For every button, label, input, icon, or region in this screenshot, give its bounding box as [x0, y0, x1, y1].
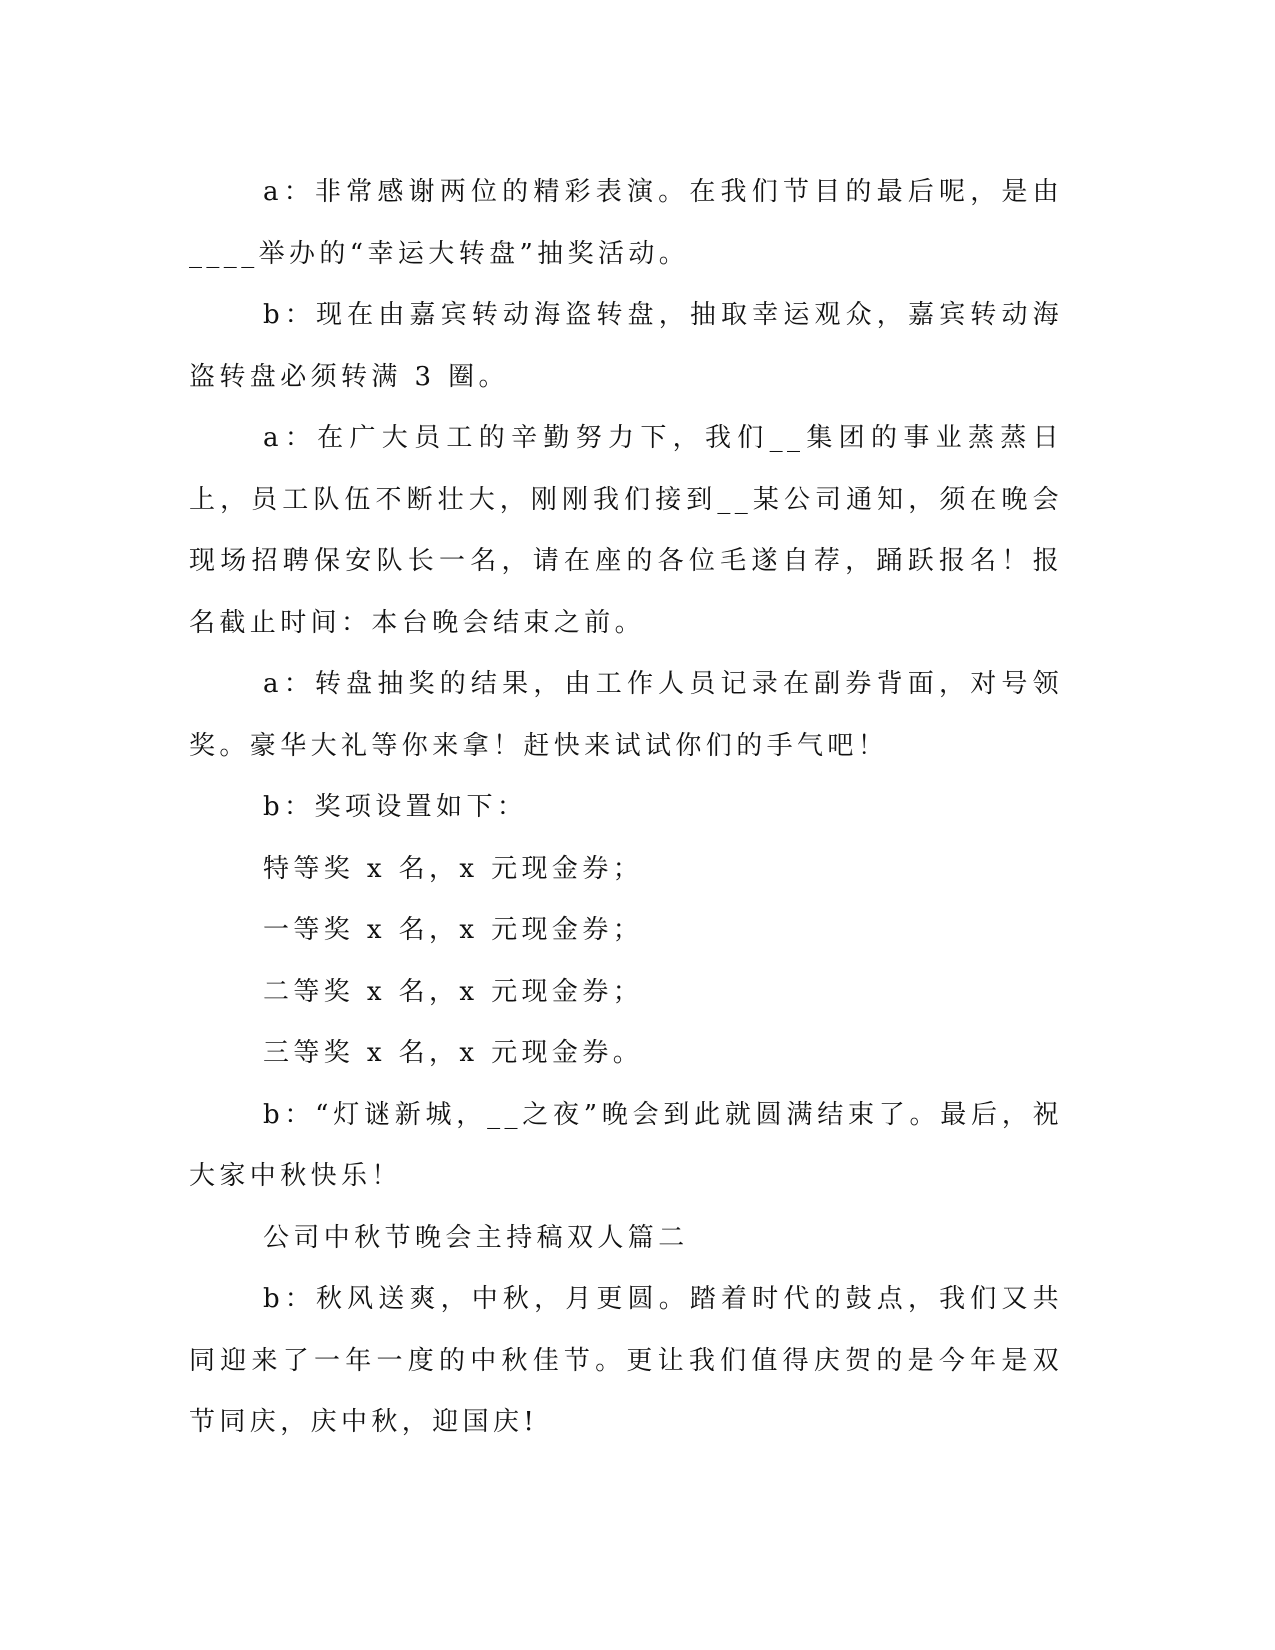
paragraph-host-a-recruitment: a：在广大员工的辛勤努力下，我们__集团的事业蒸蒸日上，员工队伍不断壮大，刚刚我们接到__某公司通知，须在晚会现场招聘保安队长一名，请在座的各位毛遂自荐，踊跃报名！报名截止时间：本台晚会结束之前。 [189, 423, 1063, 638]
prize-third: 三等奖 x 名，x 元现金券。 [263, 1038, 644, 1068]
paragraph-host-b-spin-wheel: b：现在由嘉宾转动海盗转盘，抽取幸运观众，嘉宾转动海盗转盘必须转满 3 圈。 [189, 300, 1063, 392]
prize-first: 一等奖 x 名，x 元现金券； [263, 915, 644, 945]
prize-second: 二等奖 x 名，x 元现金券； [263, 976, 644, 1007]
paragraph-host-a-closing-lottery: a：非常感谢两位的精彩表演。在我们节目的最后呢，是由____举办的“幸运大转盘”抽奖活动。 [189, 177, 1063, 269]
paragraph-host-b-closing: b：“灯谜新城，__之夜”晚会到此就圆满结束了。最后，祝大家中秋快乐！ [189, 1099, 1063, 1191]
paragraph-host-b-opening: b：秋风送爽，中秋，月更圆。踏着时代的鼓点，我们又共同迎来了一年一度的中秋佳节。更让我们值得庆贺的是今年是双节同庆，庆中秋，迎国庆! [189, 1284, 1063, 1437]
document-body [189, 162, 1063, 1454]
section-heading: 公司中秋节晚会主持稿双人篇二 [263, 1222, 689, 1253]
prize-special: 特等奖 x 名，x 元现金券； [263, 853, 644, 884]
paragraph-prize-settings: b：奖项设置如下： [263, 792, 528, 822]
paragraph-host-a-lottery-result: a：转盘抽奖的结果，由工作人员记录在副券背面，对号领奖。豪华大礼等你来拿！赶快来试试你们的手气吧！ [189, 669, 1063, 761]
